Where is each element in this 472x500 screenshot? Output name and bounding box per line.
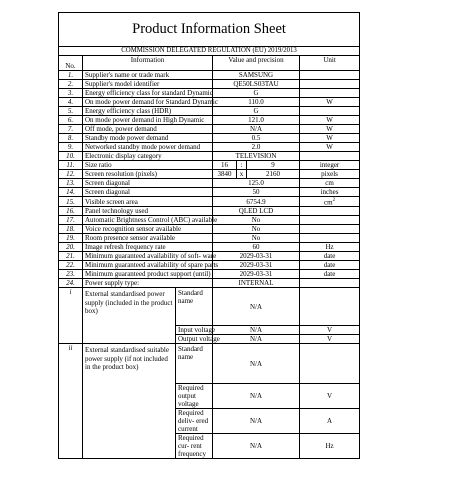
row-unit bbox=[300, 216, 360, 225]
table-row bbox=[59, 116, 360, 125]
psu-ii-value: N/A bbox=[213, 409, 300, 434]
row-number: 11. bbox=[59, 161, 83, 170]
row-info: Voice recognition sensor available bbox=[83, 225, 213, 234]
row-unit: W bbox=[300, 125, 360, 134]
row-value: No bbox=[213, 234, 300, 243]
psu-i-row bbox=[59, 288, 360, 326]
table-row bbox=[59, 179, 360, 188]
row-value: 60 bbox=[213, 243, 300, 252]
psu-ii-description: External standardised suitable power supply (if not included in the product box) bbox=[83, 344, 176, 459]
psu-i-value: N/A bbox=[213, 326, 300, 335]
ratio-b: 9 bbox=[247, 161, 300, 170]
table-row bbox=[59, 134, 360, 143]
row-number: 16. bbox=[59, 207, 83, 216]
row-info: Supplier's name or trade mark bbox=[83, 71, 213, 80]
row-info: Screen diagonal bbox=[83, 179, 213, 188]
psu-i-value: N/A bbox=[213, 288, 300, 326]
psu-i-unit bbox=[300, 288, 360, 326]
table-row bbox=[59, 216, 360, 225]
row-value: N/A bbox=[213, 125, 300, 134]
ratio-a: 16 bbox=[213, 161, 237, 170]
row-info: Minimum guaranteed availability of soft- ware bbox=[83, 252, 213, 261]
row-info: Standby mode power demand bbox=[83, 134, 213, 143]
psu-i-value: N/A bbox=[213, 335, 300, 344]
row-number: 18. bbox=[59, 225, 83, 234]
table-row bbox=[59, 71, 360, 80]
row-number: 5. bbox=[59, 107, 83, 116]
resolution-sep: x bbox=[237, 170, 247, 179]
row-number: 10. bbox=[59, 152, 83, 161]
row-info: Size ratio bbox=[83, 161, 213, 170]
table-row bbox=[59, 170, 360, 179]
row-number: 7. bbox=[59, 125, 83, 134]
row-value: INTERNAL bbox=[213, 279, 300, 288]
table-row bbox=[59, 225, 360, 234]
row-value: No bbox=[213, 225, 300, 234]
row-info: Electronic display category bbox=[83, 152, 213, 161]
table-row bbox=[59, 125, 360, 134]
row-unit: date bbox=[300, 261, 360, 270]
psu-i-unit: V bbox=[300, 335, 360, 344]
row-info: Image refresh frequency rate bbox=[83, 243, 213, 252]
psu-i-unit: V bbox=[300, 326, 360, 335]
row-number: 14. bbox=[59, 188, 83, 197]
row-value: 6754.9 bbox=[213, 197, 300, 207]
row-number: 2. bbox=[59, 80, 83, 89]
row-number: 4. bbox=[59, 98, 83, 107]
row-unit: date bbox=[300, 252, 360, 261]
psu-ii-value: N/A bbox=[213, 434, 300, 459]
row-info: Visible screen area bbox=[83, 197, 213, 207]
table-row bbox=[59, 261, 360, 270]
row-info: Screen diagonal bbox=[83, 188, 213, 197]
row-number: 13. bbox=[59, 179, 83, 188]
row-unit: W bbox=[300, 134, 360, 143]
row-number: 24. bbox=[59, 279, 83, 288]
psu-ii-value: N/A bbox=[213, 344, 300, 384]
row-value: TELEVISION bbox=[213, 152, 300, 161]
table-row bbox=[59, 279, 360, 288]
psu-i-label: Input voltage bbox=[176, 326, 213, 335]
row-number: 20. bbox=[59, 243, 83, 252]
row-value: 121.0 bbox=[213, 116, 300, 125]
psu-i-label: Output voltage bbox=[176, 335, 213, 344]
psu-ii-unit: Hz bbox=[300, 434, 360, 459]
row-unit bbox=[300, 80, 360, 89]
resolution-width: 3840 bbox=[213, 170, 237, 179]
row-number: 8. bbox=[59, 134, 83, 143]
table-row bbox=[59, 197, 360, 207]
row-info: On mode power demand in High Dynamic bbox=[83, 116, 213, 125]
row-info: Minimum guaranteed availability of spare parts bbox=[83, 261, 213, 270]
psu-ii-unit: V bbox=[300, 384, 360, 409]
table-row bbox=[59, 107, 360, 116]
table-row bbox=[59, 80, 360, 89]
row-number: 17. bbox=[59, 216, 83, 225]
row-unit bbox=[300, 225, 360, 234]
psu-ii-label: Required deliv- ered current bbox=[176, 409, 213, 434]
row-unit bbox=[300, 207, 360, 216]
table-row bbox=[59, 252, 360, 261]
row-info: Screen resolution (pixels) bbox=[83, 170, 213, 179]
row-value: 2029-03-31 bbox=[213, 270, 300, 279]
psu-ii-unit bbox=[300, 344, 360, 384]
row-unit: date bbox=[300, 270, 360, 279]
row-unit bbox=[300, 89, 360, 98]
header-no: No. bbox=[59, 56, 83, 71]
table-row bbox=[59, 270, 360, 279]
row-unit bbox=[300, 197, 360, 207]
row-unit: W bbox=[300, 116, 360, 125]
row-value: 0.5 bbox=[213, 134, 300, 143]
row-info: Energy efficiency class for standard Dynamic bbox=[83, 89, 213, 98]
row-unit bbox=[300, 152, 360, 161]
row-info: Automatic Brightness Control (ABC) available bbox=[83, 216, 213, 225]
row-number: 15. bbox=[59, 197, 83, 207]
unit-superscript: 2 bbox=[332, 198, 336, 203]
table-row bbox=[59, 207, 360, 216]
psu-ii-label: Standard name bbox=[176, 344, 213, 384]
psu-ii-unit: A bbox=[300, 409, 360, 434]
row-unit bbox=[300, 234, 360, 243]
psu-ii-label: Required cur- rent frequency bbox=[176, 434, 213, 459]
row-number: 3. bbox=[59, 89, 83, 98]
row-number: 23. bbox=[59, 270, 83, 279]
table-row bbox=[59, 188, 360, 197]
product-information-sheet bbox=[58, 12, 359, 482]
row-number: 1. bbox=[59, 71, 83, 80]
psu-ii-value: N/A bbox=[213, 384, 300, 409]
row-number: 21. bbox=[59, 252, 83, 261]
header-information: Information bbox=[83, 56, 213, 71]
row-unit: W bbox=[300, 143, 360, 152]
row-info: Room presence sensor available bbox=[83, 234, 213, 243]
table-row bbox=[59, 234, 360, 243]
resolution-height: 2160 bbox=[247, 170, 300, 179]
row-unit: integer bbox=[300, 161, 360, 170]
row-value: 110.0 bbox=[213, 98, 300, 107]
page-title: Product Information Sheet bbox=[59, 13, 360, 47]
row-number: 9. bbox=[59, 143, 83, 152]
row-value: 2029-03-31 bbox=[213, 261, 300, 270]
row-info: Power supply type: bbox=[83, 279, 213, 288]
row-value: G bbox=[213, 89, 300, 98]
row-unit: pixels bbox=[300, 170, 360, 179]
row-info: Minimum guaranteed product support (until) bbox=[83, 270, 213, 279]
psu-ii-row bbox=[59, 344, 360, 384]
row-info: On mode power demand for Standard Dynamic bbox=[83, 98, 213, 107]
ratio-sep: : bbox=[237, 161, 247, 170]
info-table bbox=[58, 12, 360, 459]
row-info: Panel technology used bbox=[83, 207, 213, 216]
row-info: Energy efficiency class (HDR) bbox=[83, 107, 213, 116]
row-number: 19. bbox=[59, 234, 83, 243]
psu-ii-number: ii bbox=[59, 344, 83, 459]
row-info: Off mode, power demand bbox=[83, 125, 213, 134]
header-value: Value and precision bbox=[213, 56, 300, 71]
row-info: Networked standby mode power demand bbox=[83, 143, 213, 152]
row-unit bbox=[300, 71, 360, 80]
row-value: No bbox=[213, 216, 300, 225]
unit-base: cm bbox=[324, 198, 333, 207]
table-row bbox=[59, 243, 360, 252]
row-number: 12. bbox=[59, 170, 83, 179]
row-number: 22. bbox=[59, 261, 83, 270]
row-unit: W bbox=[300, 98, 360, 107]
table-row bbox=[59, 143, 360, 152]
row-unit: Hz bbox=[300, 243, 360, 252]
row-value: QE50LS03TAU bbox=[213, 80, 300, 89]
row-value: G bbox=[213, 107, 300, 116]
psu-i-label: Standard name bbox=[176, 288, 213, 326]
table-header-row bbox=[59, 56, 360, 71]
table-row bbox=[59, 161, 360, 170]
row-number: 6. bbox=[59, 116, 83, 125]
row-value: SAMSUNG bbox=[213, 71, 300, 80]
row-info: Supplier's model identifier bbox=[83, 80, 213, 89]
regulation-heading: COMMISSION DELEGATED REGULATION (EU) 2019/2013 bbox=[59, 47, 360, 56]
row-value: 2029-03-31 bbox=[213, 252, 300, 261]
row-value: QLED LCD bbox=[213, 207, 300, 216]
header-unit: Unit bbox=[300, 56, 360, 71]
row-unit: cm bbox=[300, 179, 360, 188]
row-unit bbox=[300, 107, 360, 116]
table-row bbox=[59, 89, 360, 98]
psu-i-description: External standardised power supply (included in the product box) bbox=[83, 288, 176, 344]
psu-i-number: i bbox=[59, 288, 83, 344]
row-unit bbox=[300, 279, 360, 288]
row-unit: inches bbox=[300, 188, 360, 197]
table-row bbox=[59, 152, 360, 161]
row-value: 125.0 bbox=[213, 179, 300, 188]
row-value: 2.0 bbox=[213, 143, 300, 152]
table-row bbox=[59, 98, 360, 107]
psu-ii-label: Required output voltage bbox=[176, 384, 213, 409]
row-value: 50 bbox=[213, 188, 300, 197]
